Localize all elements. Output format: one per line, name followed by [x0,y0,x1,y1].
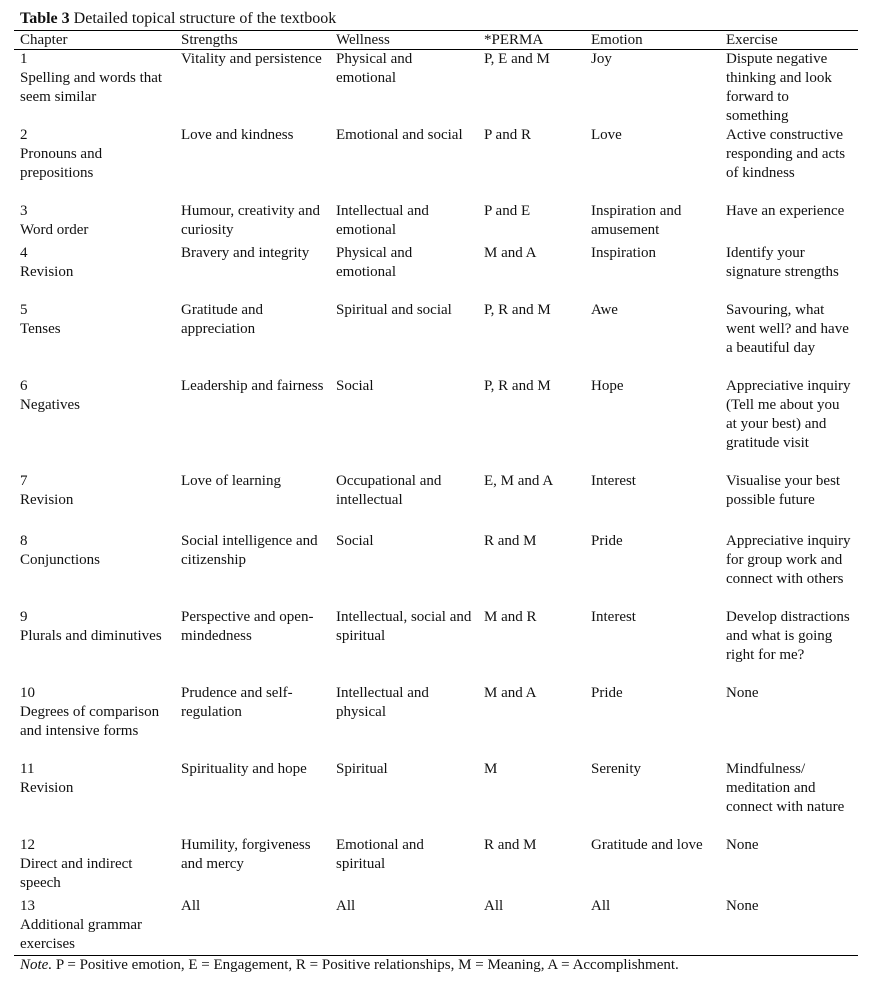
table-row [14,760,858,836]
table-label: Table 3 [20,10,70,27]
cell-wellness: Spiritual and social [336,302,452,318]
chapter-number: 4 [20,245,28,261]
table-row [14,897,858,955]
cell-emotion: Gratitude and love [591,837,703,853]
table-caption [20,9,336,29]
chapter-number: 10 [20,685,35,701]
cell-exercise: Have an experience [726,203,845,219]
cell-chapter [14,50,175,127]
table-row [14,608,858,684]
cell-perma: M [484,761,498,777]
col-perma: *PERMA [484,32,544,48]
cell-strengths: Love and kindness [181,127,294,143]
note-text: P = Positive emotion, E = Engagement, R = Positive relationships, M = Meaning, A = Accomplishment. [52,957,679,973]
cell-perma: P, E and M [484,51,550,67]
table-title: Detailed topical structure of the textbook [73,10,337,27]
cell-strengths: Social intelligence and citizenship [181,533,318,568]
cell-exercise: Develop distractions and what is going right for me? [726,609,850,663]
cell-chapter [14,897,175,955]
table-row [14,836,858,897]
cell-wellness: Social [336,378,374,394]
cell-emotion: All [591,898,611,914]
chapter-topic: Additional grammar exercises [20,917,143,952]
cell-emotion: Pride [591,685,623,701]
note-label: Note. [20,957,53,973]
chapter-number: 1 [20,51,28,67]
cell-perma: P, R and M [484,302,551,318]
cell-emotion: Hope [591,378,624,394]
cell-wellness: Emotional and social [336,127,463,143]
cell-perma: R and M [484,837,537,853]
col-emotion: Emotion [591,32,643,48]
chapter-number: 12 [20,837,35,853]
cell-strengths: Vitality and persistence [181,51,322,67]
cell-emotion: Joy [591,51,612,67]
col-strengths: Strengths [181,32,238,48]
cell-emotion: Pride [591,533,623,549]
chapter-number: 13 [20,898,35,914]
cell-wellness: Occupational and intellectual [336,473,442,508]
table-note [20,956,679,975]
cell-perma: M and A [484,685,537,701]
cell-chapter [14,126,175,202]
cell-chapter [14,608,175,684]
cell-wellness: Intellectual and physical [336,685,429,720]
table-row [14,301,858,377]
cell-exercise: Identify your signature strengths [726,245,839,280]
chapter-topic: Pronouns and prepositions [20,146,103,181]
cell-exercise: Active constructive responding and acts of kindness [726,127,846,181]
cell-emotion: Inspiration and amusement [591,203,682,238]
cell-perma: M and A [484,245,537,261]
cell-wellness: Physical and emotional [336,245,413,280]
cell-exercise: Appreciative inquiry for group work and connect with others [726,533,851,587]
cell-strengths: Gratitude and appreciation [181,302,264,337]
cell-wellness: Physical and emotional [336,51,413,86]
cell-exercise: None [726,685,759,701]
cell-wellness: Spiritual [336,761,388,777]
cell-strengths: Prudence and self-regulation [181,685,293,720]
table-row [14,472,858,532]
table-row [14,532,858,608]
chapter-topic: Tenses [20,321,61,337]
cell-chapter [14,472,175,532]
cell-emotion: Inspiration [591,245,656,261]
cell-exercise: Dispute negative thinking and look forward to something [726,51,832,124]
chapter-topic: Word order [20,222,89,238]
cell-exercise: None [726,837,759,853]
cell-strengths: Humility, forgiveness and mercy [181,837,311,872]
cell-chapter [14,301,175,377]
cell-chapter [14,532,175,608]
col-wellness: Wellness [336,32,390,48]
cell-perma: P and R [484,127,531,143]
cell-strengths: Bravery and integrity [181,245,310,261]
cell-wellness: All [336,898,356,914]
cell-chapter [14,244,175,301]
chapter-topic: Plurals and diminutives [20,628,162,644]
col-chapter: Chapter [20,32,68,48]
cell-perma: E, M and A [484,473,554,489]
cell-strengths: Perspective and open-mindedness [181,609,314,644]
table-row [14,377,858,472]
col-exercise: Exercise [726,32,778,48]
cell-wellness: Intellectual and emotional [336,203,429,238]
cell-strengths: Spirituality and hope [181,761,307,777]
topical-structure-table [14,30,858,956]
cell-emotion: Interest [591,473,636,489]
chapter-topic: Direct and indirect speech [20,856,133,891]
cell-chapter [14,202,175,244]
cell-strengths: Leadership and fairness [181,378,324,394]
chapter-number: 8 [20,533,28,549]
cell-chapter [14,377,175,472]
chapter-number: 11 [20,761,35,777]
cell-perma: P and E [484,203,531,219]
cell-perma: All [484,898,504,914]
cell-exercise: None [726,898,759,914]
cell-exercise: Visualise your best possible future [726,473,841,508]
chapter-topic: Revision [20,264,74,280]
chapter-number: 3 [20,203,28,219]
chapter-topic: Negatives [20,397,80,413]
table-row [14,684,858,760]
cell-emotion: Awe [591,302,618,318]
table-row [14,50,858,127]
cell-emotion: Interest [591,609,636,625]
cell-chapter [14,760,175,836]
chapter-topic: Degrees of comparison and intensive forms [20,704,160,739]
cell-emotion: Serenity [591,761,641,777]
cell-wellness: Intellectual, social and spiritual [336,609,472,644]
cell-strengths: All [181,898,201,914]
header-row [14,31,858,50]
chapter-topic: Revision [20,780,74,796]
chapter-number: 5 [20,302,28,318]
chapter-number: 2 [20,127,28,143]
cell-perma: M and R [484,609,537,625]
cell-exercise: Mindfulness/ meditation and connect with nature [726,761,845,815]
table-row [14,244,858,301]
chapter-number: 9 [20,609,28,625]
chapter-number: 6 [20,378,28,394]
cell-exercise: Savouring, what went well? and have a beautiful day [726,302,849,356]
cell-perma: P, R and M [484,378,551,394]
cell-exercise: Appreciative inquiry (Tell me about you at your best) and gratitude visit [726,378,851,451]
cell-emotion: Love [591,127,622,143]
chapter-topic: Spelling and words that seem similar [20,70,163,105]
cell-chapter [14,684,175,760]
table-row [14,202,858,244]
table-row [14,126,858,202]
cell-perma: R and M [484,533,537,549]
cell-strengths: Humour, creativity and curiosity [181,203,320,238]
cell-chapter [14,836,175,897]
chapter-number: 7 [20,473,28,489]
cell-strengths: Love of learning [181,473,281,489]
cell-wellness: Emotional and spiritual [336,837,424,872]
chapter-topic: Revision [20,492,74,508]
cell-wellness: Social [336,533,374,549]
chapter-topic: Conjunctions [20,552,101,568]
